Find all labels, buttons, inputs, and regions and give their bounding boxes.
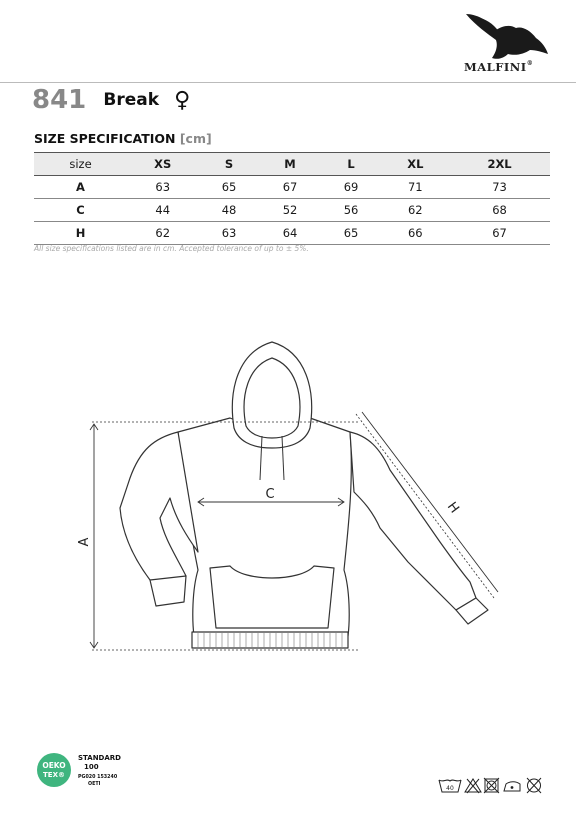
size-header: 2XL bbox=[449, 153, 550, 176]
table-cell: 62 bbox=[127, 222, 199, 245]
table-header-row bbox=[34, 153, 550, 176]
care-symbols bbox=[438, 776, 548, 796]
table-cell: 48 bbox=[199, 199, 260, 222]
table-row bbox=[34, 222, 550, 245]
svg-text:TEX®: TEX® bbox=[43, 771, 65, 779]
table-cell: 69 bbox=[321, 176, 382, 199]
table-cell: 63 bbox=[199, 222, 260, 245]
table-cell: 52 bbox=[260, 199, 321, 222]
table-cell: 44 bbox=[127, 199, 199, 222]
female-icon: ♀ bbox=[174, 87, 191, 113]
svg-text:OETI: OETI bbox=[88, 782, 101, 787]
product-code: 841 bbox=[32, 85, 87, 115]
size-header: XL bbox=[382, 153, 450, 176]
table-row bbox=[34, 176, 550, 199]
dimension-label-c: C bbox=[265, 487, 275, 502]
header-divider bbox=[0, 82, 576, 83]
table-cell: 67 bbox=[260, 176, 321, 199]
svg-text:OEKO: OEKO bbox=[42, 761, 66, 770]
iron-low-icon bbox=[504, 782, 520, 791]
table-cell: 68 bbox=[449, 199, 550, 222]
table-cell: 71 bbox=[382, 176, 450, 199]
table-cell: 63 bbox=[127, 176, 199, 199]
size-header: L bbox=[321, 153, 382, 176]
table-cell: 67 bbox=[449, 222, 550, 245]
svg-text:PG020 153240: PG020 153240 bbox=[78, 775, 118, 780]
tolerance-note: All size specifications listed are in cm. Accepted tolerance of up to ± 5%. bbox=[34, 244, 309, 253]
table-cell: 64 bbox=[260, 222, 321, 245]
table-row bbox=[34, 199, 550, 222]
product-heading bbox=[32, 85, 190, 115]
spec-title: SIZE SPECIFICATION [cm] bbox=[34, 131, 212, 146]
size-header-label: size bbox=[34, 153, 127, 176]
wash-40-icon bbox=[439, 780, 461, 792]
table-cell: 73 bbox=[449, 176, 550, 199]
size-header: S bbox=[199, 153, 260, 176]
table-cell: 66 bbox=[382, 222, 450, 245]
svg-text:40: 40 bbox=[446, 785, 454, 792]
no-bleach-icon bbox=[465, 779, 481, 793]
product-name: Break bbox=[103, 90, 160, 110]
svg-text:STANDARD: STANDARD bbox=[78, 754, 121, 762]
hoodie-drawing bbox=[58, 330, 528, 660]
oeko-tex-icon bbox=[37, 753, 71, 787]
size-header: M bbox=[260, 153, 321, 176]
table-cell: 62 bbox=[382, 199, 450, 222]
size-header: XS bbox=[127, 153, 199, 176]
table-cell: 56 bbox=[321, 199, 382, 222]
oeko-tex-badge bbox=[36, 748, 156, 798]
size-table bbox=[34, 152, 550, 245]
no-tumble-dry-icon bbox=[484, 778, 499, 793]
row-label: C bbox=[34, 199, 127, 222]
dimension-label-h: H bbox=[443, 499, 462, 517]
svg-text:100: 100 bbox=[84, 763, 99, 771]
table-cell: 65 bbox=[199, 176, 260, 199]
row-label: A bbox=[34, 176, 127, 199]
no-dry-clean-icon bbox=[527, 778, 541, 793]
dimension-label-a: A bbox=[77, 537, 92, 547]
table-cell: 65 bbox=[321, 222, 382, 245]
spec-unit: [cm] bbox=[179, 131, 212, 146]
brand-wordmark: MALFINI® bbox=[464, 60, 534, 74]
row-label: H bbox=[34, 222, 127, 245]
